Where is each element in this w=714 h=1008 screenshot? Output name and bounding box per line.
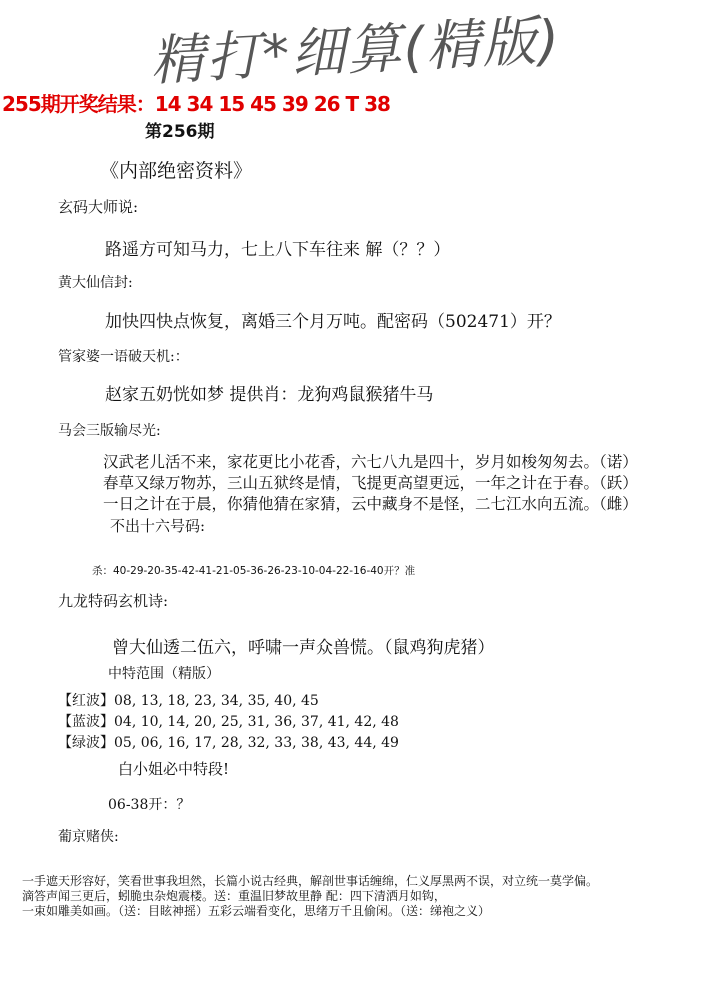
banner-title: 精打*细算(精版) — [148, 8, 563, 93]
doc-title: 《内部绝密资料》 — [100, 160, 253, 182]
issue-number: 第256期 — [145, 122, 215, 142]
poem-block — [103, 452, 638, 515]
range-label: 中特范围（精版） — [108, 666, 220, 682]
section-label-three-editions: 马会三版输尽光: — [58, 423, 161, 439]
section-label-nine-dragons: 九龙特码玄机诗: — [58, 592, 169, 610]
footer-line: 滴答声闻三更后，蚓脆虫杂炮震楼。送：重温旧梦故里静 配：四下清洒月如钩， — [22, 889, 446, 903]
draw-result: 255期开奖结果：14 34 15 45 39 26 T 38 — [2, 92, 390, 116]
section-text-master: 路遥方可知马力，七上八下车往来 解（？？） — [105, 240, 451, 260]
footer-line: 一束如雕美如画。（送：目眩神摇）五彩云端看变化，思绪万千且偷闲。（送：绨袍之义） — [22, 904, 491, 918]
section-label-housekeeper: 管家婆一语破天机:： — [58, 349, 189, 365]
wave-green: 【绿波】05, 06, 16, 17, 28, 32, 33, 38, 43, 44, 49 — [58, 735, 399, 751]
kill-numbers: 杀：40-29-20-35-42-41-21-05-36-26-23-10-04-22-16-40开？准 — [92, 565, 416, 577]
section-label-envelope: 黄大仙信封: — [58, 275, 133, 291]
section-text-nine-dragons: 曾大仙透二伍六，呼啸一声众兽慌。（鼠鸡狗虎猪） — [112, 638, 495, 658]
poem-line: 汉武老儿活不来，家花更比小花香，六七八九是四十，岁月如梭匆匆去。（诺） — [103, 453, 638, 471]
not-out-label: 不出十六号码: — [110, 517, 206, 535]
range-open: 06-38开：？ — [108, 797, 191, 813]
section-text-envelope: 加快四快点恢复，离婚三个月万吨。配密码（502471）开？ — [105, 312, 561, 332]
footer-line: 一手遮天形容好，笑看世事我坦然，长篇小说古经典，解剖世事话缠绵，仁义厚黑两不误，对立统一莫学偏。 — [22, 874, 599, 888]
wave-red: 【红波】08, 13, 18, 23, 34, 35, 40, 45 — [58, 693, 319, 709]
wave-blue: 【蓝波】04, 10, 14, 20, 25, 31, 36, 37, 41, 42, 48 — [58, 714, 399, 730]
lady-special: 白小姐必中特段! — [118, 760, 230, 778]
poem-line: 一日之计在于晨，你猜他猜在家猜，云中藏身不是怪，二七江水向五流。（雌） — [103, 495, 638, 513]
poem-line: 春草又绿万物苏，三山五狱终是情，飞提更高望更远，一年之计在于春。（跃） — [103, 474, 638, 492]
section-label-master: 玄码大师说: — [58, 198, 139, 216]
section-label-lisbon: 葡京赌侠: — [58, 829, 119, 845]
section-text-housekeeper: 赵家五奶恍如梦 提供肖：龙狗鸡鼠猴猪牛马 — [105, 385, 434, 405]
